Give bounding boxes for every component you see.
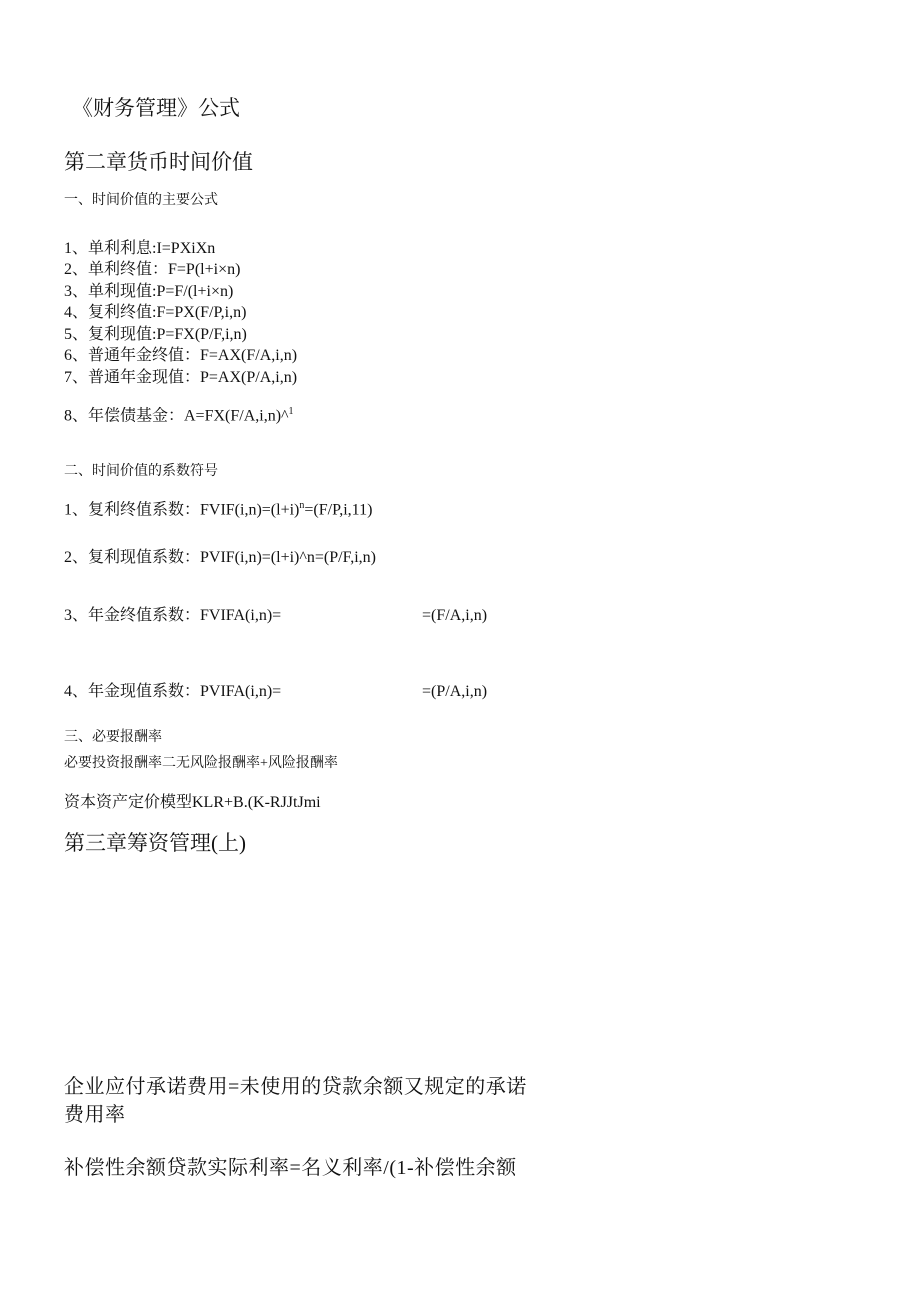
- capm-formula: 资本资产定价模型KLR+B.(K-RJJtJmi: [64, 794, 321, 811]
- chapter-2-heading: 第二章货币时间价值: [64, 150, 253, 174]
- coefficient-1-right: =(F/P,i,11): [304, 501, 373, 519]
- chapter-3-heading: 第三章筹资管理(上): [64, 831, 246, 855]
- coefficient-2: 2、复利现值系数：PVIF(i,n)=(l+i)^n=(P/F,i,n): [64, 549, 376, 566]
- coefficient-1-superscript: n: [299, 500, 305, 511]
- formula-3: 3、单利现值:P=F/(l+i×n): [64, 283, 234, 300]
- coefficient-1-left: 1、复利终值系数：FVIF(i,n)=(l+i): [64, 501, 300, 519]
- coefficient-3-left: 3、年金终值系数：FVIFA(i,n)=: [64, 607, 282, 624]
- section-2-heading: 二、时间价值的系数符号: [64, 464, 218, 479]
- required-return-formula: 必要投资报酬率二无风险报酬率+风险报酬率: [64, 756, 338, 771]
- coefficient-3-right: =(F/A,i,n): [422, 607, 488, 624]
- formula-7: 7、普通年金现值：P=AX(P/A,i,n): [64, 369, 298, 386]
- section-1-heading: 一、时间价值的主要公式: [64, 193, 218, 208]
- formula-2: 2、单利终值：F=P(l+i×n): [64, 261, 241, 278]
- coefficient-4-left: 4、年金现值系数：PVIFA(i,n)=: [64, 683, 282, 700]
- formula-1: 1、单利利息:I=PXiXn: [64, 240, 216, 257]
- commitment-fee-formula-line2: 费用率: [64, 1104, 126, 1126]
- commitment-fee-formula-line1: 企业应付承诺费用=未使用的贷款余额又规定的承诺: [64, 1076, 527, 1098]
- formula-8: [64, 406, 294, 426]
- coefficient-1: [64, 500, 372, 520]
- formula-4: 4、复利终值:F=PX(F/P,i,n): [64, 304, 247, 321]
- section-3-heading: 三、必要报酬率: [64, 730, 162, 745]
- formula-8-superscript: 1: [288, 406, 294, 417]
- document-title: 《财务管理》公式: [72, 96, 240, 120]
- formula-5: 5、复利现值:P=FX(P/F,i,n): [64, 326, 247, 343]
- formula-8-main: 8、年偿债基金：A=FX(F/A,i,n)^: [64, 407, 289, 425]
- compensating-balance-formula: 补偿性余额贷款实际利率=名义利率/(1-补偿性余额: [64, 1157, 517, 1179]
- formula-6: 6、普通年金终值：F=AX(F/A,i,n): [64, 347, 298, 364]
- coefficient-4-right: =(P/A,i,n): [422, 683, 488, 700]
